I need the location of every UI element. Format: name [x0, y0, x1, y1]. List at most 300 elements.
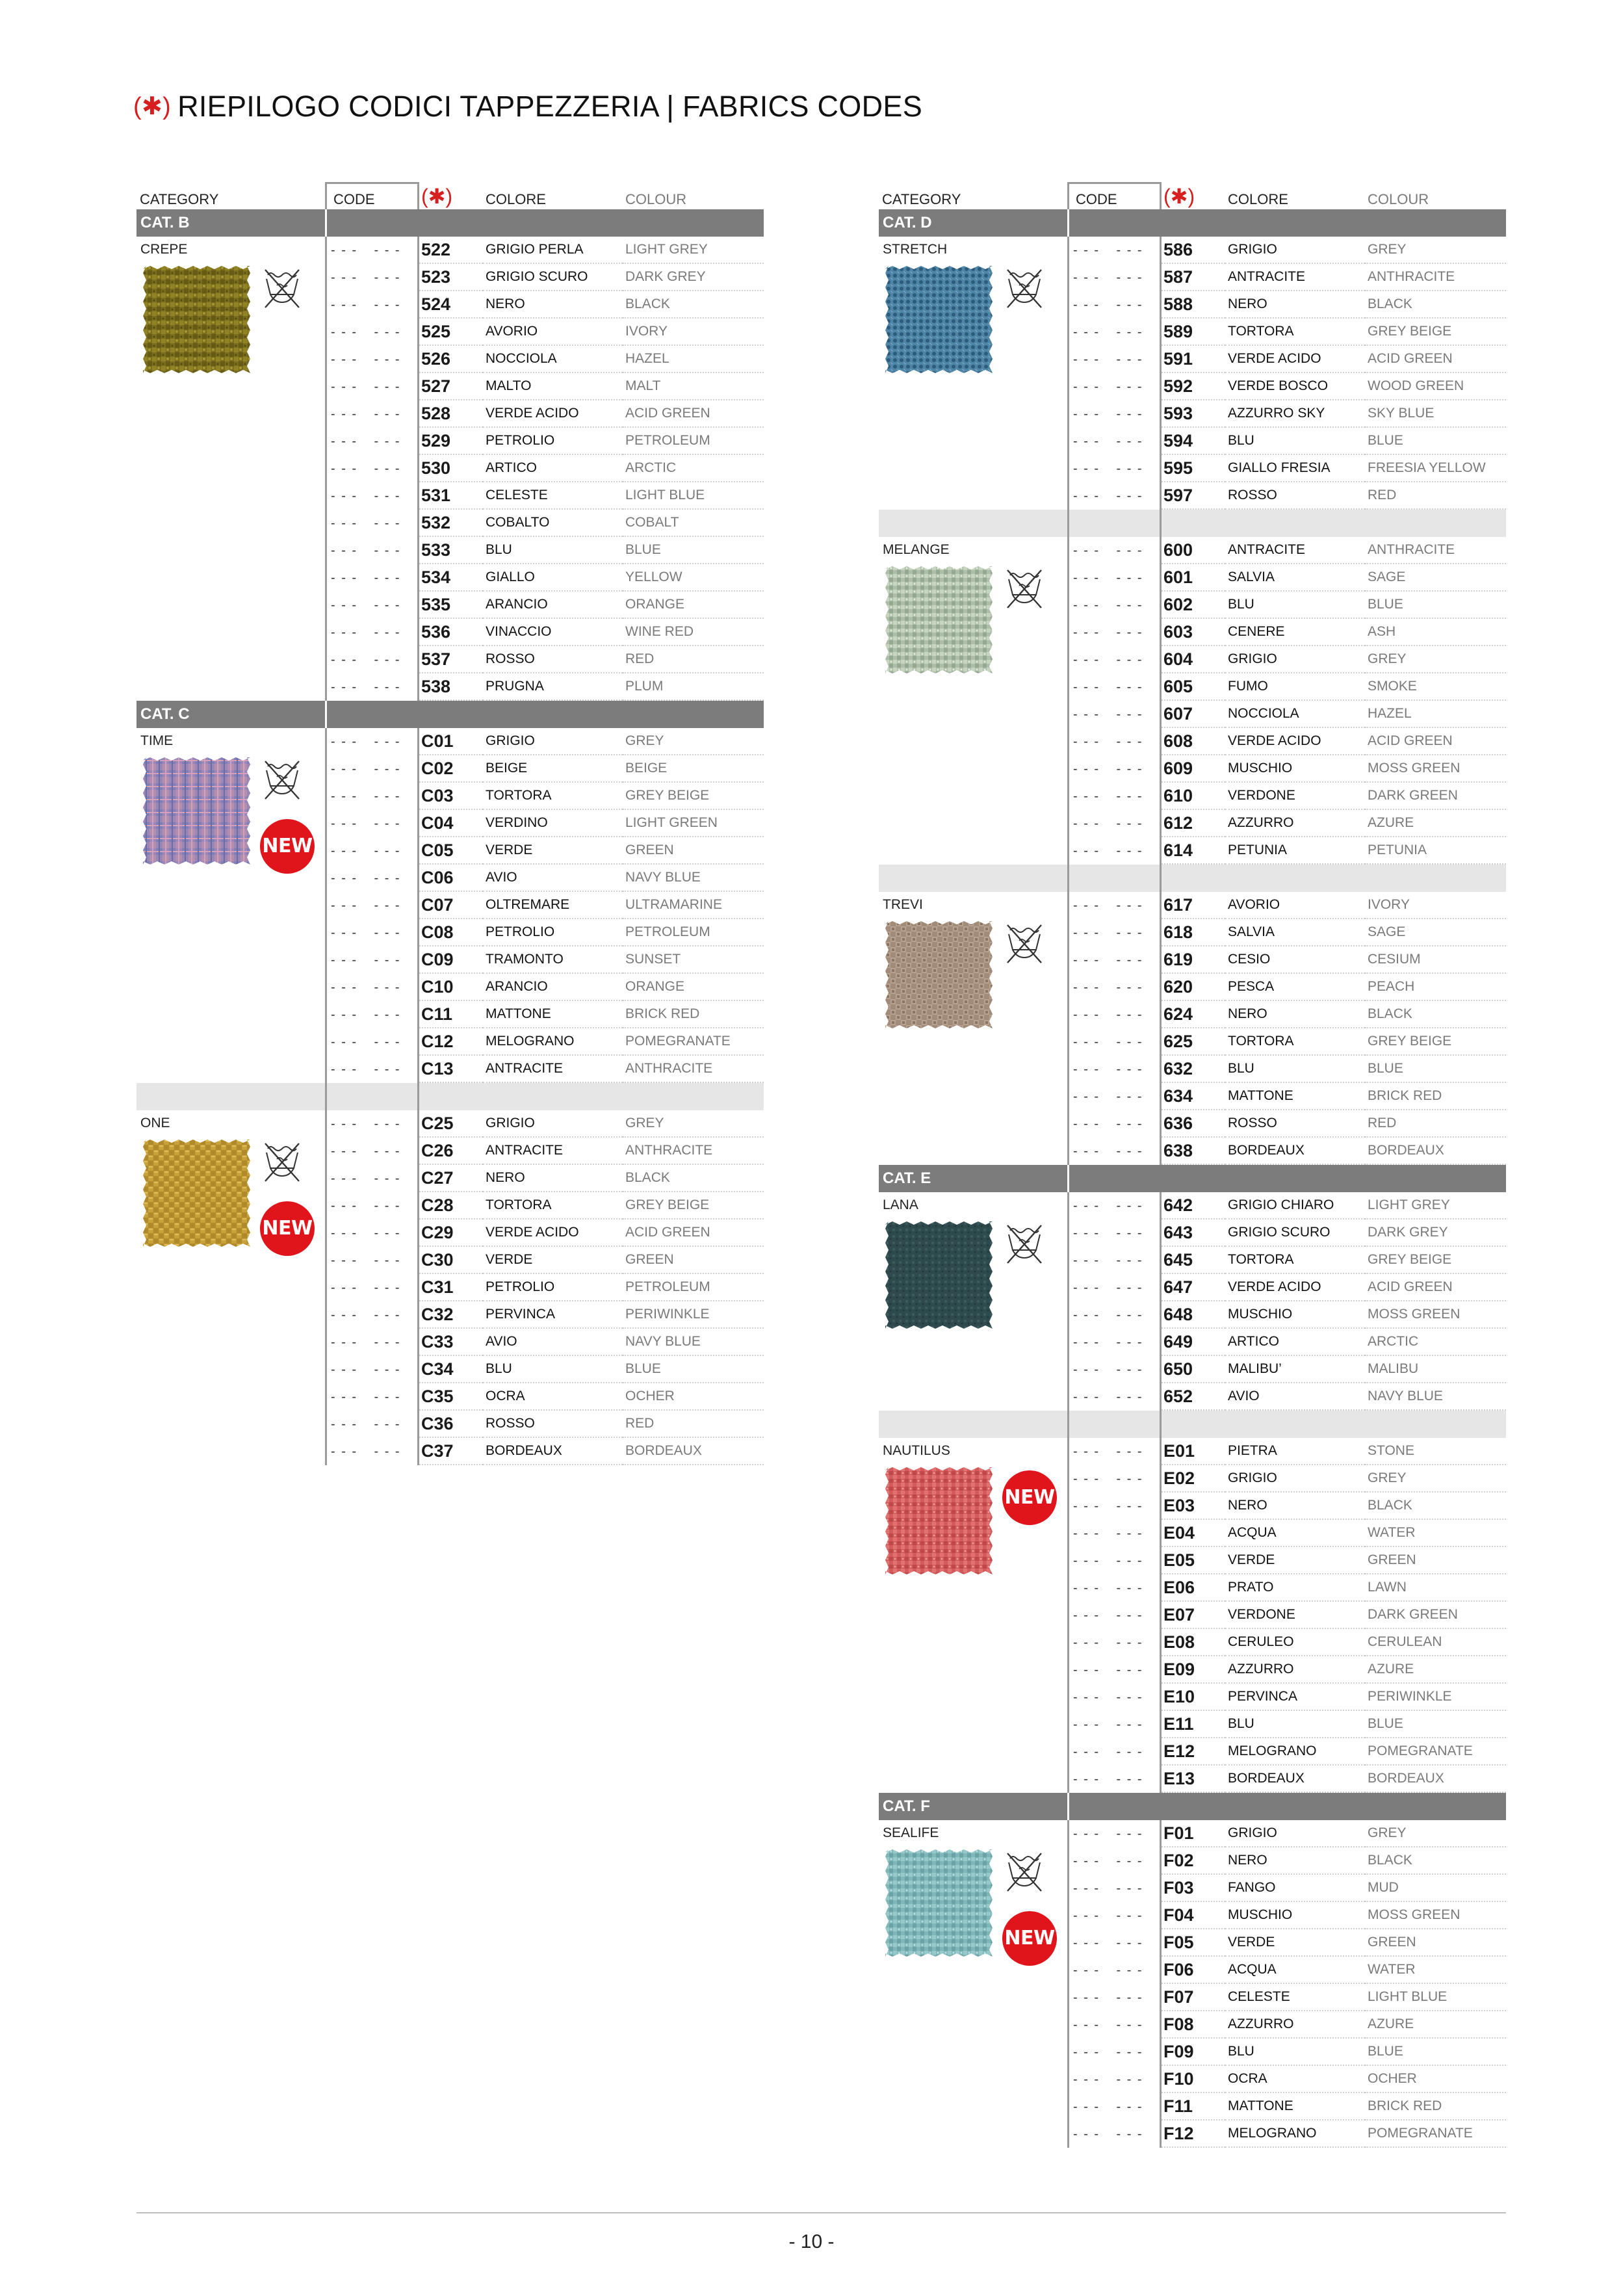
header-colore: COLORE: [486, 191, 546, 207]
fabric-code-row: [136, 400, 764, 428]
dash-field: - - -: [1073, 1307, 1100, 1322]
dash-field: - - -: [374, 1362, 401, 1377]
dash-field: - - -: [1116, 2072, 1143, 2087]
colour-en: WINE RED: [623, 619, 764, 646]
code-dashes: [1067, 1984, 1162, 2011]
dash-field: - - -: [374, 270, 401, 285]
code-dashes: [325, 482, 419, 510]
colour-en: LIGHT BLUE: [623, 482, 764, 510]
colore-it: PETROLIO: [483, 919, 623, 946]
fabric-code: E07: [1162, 1602, 1225, 1629]
dash-field: - - -: [1116, 1526, 1143, 1541]
fabric-code-row: [879, 2093, 1506, 2120]
fabric-name: TREVI: [883, 897, 923, 912]
code-dashes: [1067, 1738, 1162, 1766]
fabric-code-row: [879, 1138, 1506, 1165]
colour-en: LIGHT GREY: [623, 237, 764, 264]
code-dashes: [1067, 701, 1162, 728]
dash-field: - - -: [1116, 461, 1143, 476]
fabric-code: 604: [1162, 646, 1225, 673]
colore-it: VERDONE: [1225, 783, 1365, 810]
new-badge: NEW: [1002, 1470, 1057, 1525]
dash-field: - - -: [1116, 406, 1143, 421]
fabric-swatch-lana: [885, 1221, 993, 1329]
colore-it: NOCCIOLA: [1225, 701, 1365, 728]
fabric-code: 617: [1162, 892, 1225, 919]
dash-field: - - -: [1073, 761, 1100, 776]
dash-field: - - -: [1073, 1744, 1100, 1759]
colore-it: VERDONE: [1225, 1602, 1365, 1629]
dash-field: - - -: [374, 761, 401, 776]
colour-en: ARCTIC: [1365, 1329, 1506, 1356]
fabric-name: NAUTILUS: [883, 1443, 950, 1458]
dash-field: - - -: [1116, 1062, 1143, 1076]
dash-field: - - -: [1073, 1853, 1100, 1868]
colore-it: MUSCHIO: [1225, 755, 1365, 783]
fabric-code-row: [136, 1247, 764, 1274]
fabric-code-row: [879, 373, 1506, 400]
dash-field: - - -: [374, 870, 401, 885]
colore-it: ROSSO: [483, 646, 623, 673]
fabric-group-trevi: [879, 892, 1506, 1165]
dash-field: - - -: [1073, 1826, 1100, 1841]
fabric-swatch-melange: [885, 566, 993, 673]
colour-en: GREY: [1365, 237, 1506, 264]
fabric-code: 650: [1162, 1356, 1225, 1383]
code-dashes: [325, 428, 419, 455]
fabric-code-row: [879, 1028, 1506, 1056]
dash-field: - - -: [1073, 1689, 1100, 1704]
dash-field: - - -: [1116, 1963, 1143, 1977]
asterisk-icon: (✱): [133, 93, 172, 120]
colour-en: DARK GREY: [623, 264, 764, 291]
code-dashes: [1067, 1684, 1162, 1711]
code-dashes: [1067, 1301, 1162, 1329]
code-dashes: [1067, 482, 1162, 510]
dash-field: - - -: [1116, 570, 1143, 585]
colore-it: BLU: [483, 537, 623, 564]
left-column: [136, 182, 764, 1465]
code-dashes: [1067, 2093, 1162, 2120]
new-badge: NEW: [260, 1201, 315, 1256]
colour-en: WOOD GREEN: [1365, 373, 1506, 400]
dash-field: - - -: [1073, 1935, 1100, 1950]
colore-it: VINACCIO: [483, 619, 623, 646]
code-dashes: [325, 1383, 419, 1411]
fabric-code: E01: [1162, 1438, 1225, 1465]
code-dashes: [1067, 1383, 1162, 1411]
fabric-code: 602: [1162, 592, 1225, 619]
colore-it: MATTONE: [1225, 2093, 1365, 2120]
fabric-code-row: [136, 1056, 764, 1083]
fabric-code-row: [879, 1656, 1506, 1684]
fabric-code: C09: [419, 946, 483, 974]
colour-en: DARK GREY: [1365, 1220, 1506, 1247]
dash-field: - - -: [1116, 816, 1143, 831]
fabric-code-row: [879, 1629, 1506, 1656]
colore-it: TORTORA: [1225, 319, 1365, 346]
code-dashes: [1067, 564, 1162, 592]
dash-field: - - -: [1073, 1143, 1100, 1158]
fabric-code-row: [136, 646, 764, 673]
fabric-code: 605: [1162, 673, 1225, 701]
code-dashes: [325, 455, 419, 482]
fabric-code: 538: [419, 673, 483, 701]
fabric-code: F07: [1162, 1984, 1225, 2011]
dash-field: - - -: [331, 1198, 358, 1213]
colour-en: GREY BEIGE: [1365, 1028, 1506, 1056]
fabric-code: 536: [419, 619, 483, 646]
colore-it: OLTREMARE: [483, 892, 623, 919]
code-dashes: [325, 1165, 419, 1192]
dash-field: - - -: [331, 270, 358, 285]
dash-field: - - -: [1116, 242, 1143, 257]
code-dashes: [1067, 946, 1162, 974]
dash-field: - - -: [374, 652, 401, 667]
code-dashes: [1067, 1493, 1162, 1520]
fabric-code: 652: [1162, 1383, 1225, 1411]
fabric-code: 593: [1162, 400, 1225, 428]
dash-field: - - -: [1116, 1307, 1143, 1322]
colour-en: GREY: [1365, 646, 1506, 673]
colour-en: GREY BEIGE: [623, 1192, 764, 1220]
colore-it: PETROLIO: [483, 428, 623, 455]
fabric-code: C37: [419, 1438, 483, 1465]
fabric-code: 612: [1162, 810, 1225, 837]
fabric-code-row: [879, 673, 1506, 701]
colore-it: GRIGIO CHIARO: [1225, 1192, 1365, 1220]
fabric-code: 643: [1162, 1220, 1225, 1247]
dash-field: - - -: [1116, 2044, 1143, 2059]
fabric-code: F10: [1162, 2066, 1225, 2093]
colore-it: PERVINCA: [1225, 1684, 1365, 1711]
colore-it: TRAMONTO: [483, 946, 623, 974]
colour-en: MALT: [623, 373, 764, 400]
colore-it: AVORIO: [483, 319, 623, 346]
fabric-code-row: [136, 1329, 764, 1356]
fabric-code: C32: [419, 1301, 483, 1329]
code-dashes: [325, 1247, 419, 1274]
fabric-code: 619: [1162, 946, 1225, 974]
colour-en: BLACK: [623, 1165, 764, 1192]
colour-en: ARCTIC: [623, 455, 764, 482]
dash-field: - - -: [1073, 707, 1100, 722]
dash-field: - - -: [331, 488, 358, 503]
fabric-code: 525: [419, 319, 483, 346]
dash-field: - - -: [331, 1307, 358, 1322]
colour-en: BRICK RED: [1365, 2093, 1506, 2120]
code-dashes: [1067, 1329, 1162, 1356]
fabric-code: C03: [419, 783, 483, 810]
code-dashes: [1067, 646, 1162, 673]
colore-it: TORTORA: [1225, 1028, 1365, 1056]
dash-field: - - -: [1073, 679, 1100, 694]
colore-it: ANTRACITE: [1225, 264, 1365, 291]
colore-it: ANTRACITE: [483, 1056, 623, 1083]
colour-en: COBALT: [623, 510, 764, 537]
dash-field: - - -: [1116, 1608, 1143, 1623]
dash-field: - - -: [1073, 461, 1100, 476]
code-dashes: [1067, 373, 1162, 400]
dash-field: - - -: [1116, 1580, 1143, 1595]
fabric-group-time: [136, 728, 764, 1083]
fabric-code-row: [136, 974, 764, 1001]
colore-it: GRIGIO SCURO: [1225, 1220, 1365, 1247]
fabric-code-row: [136, 1356, 764, 1383]
fabric-code-row: [136, 1438, 764, 1465]
dash-field: - - -: [374, 625, 401, 640]
code-dashes: [1067, 673, 1162, 701]
colour-en: NAVY BLUE: [623, 865, 764, 892]
colour-en: OCHER: [1365, 2066, 1506, 2093]
dash-field: - - -: [374, 1007, 401, 1022]
right-column: [879, 182, 1506, 2148]
dash-field: - - -: [1073, 1389, 1100, 1404]
colore-it: CESIO: [1225, 946, 1365, 974]
code-dashes: [325, 1301, 419, 1329]
dash-field: - - -: [374, 734, 401, 749]
fabric-code-row: [879, 1738, 1506, 1766]
colore-it: BLU: [1225, 2039, 1365, 2066]
code-dashes: [325, 1274, 419, 1301]
colore-it: FUMO: [1225, 673, 1365, 701]
colour-en: ACID GREEN: [623, 1220, 764, 1247]
dash-field: - - -: [1116, 1444, 1143, 1459]
colore-it: AZZURRO: [1225, 1656, 1365, 1684]
fabric-code-row: [879, 455, 1506, 482]
colour-en: PETROLEUM: [623, 1274, 764, 1301]
dash-field: - - -: [374, 1307, 401, 1322]
fabric-code-row: [879, 783, 1506, 810]
colour-en: MALIBU: [1365, 1356, 1506, 1383]
code-dashes: [325, 1220, 419, 1247]
dash-field: - - -: [1116, 2017, 1143, 2032]
dash-field: - - -: [374, 952, 401, 967]
no-wash-icon: [261, 1140, 303, 1185]
fabric-name: LANA: [883, 1197, 918, 1212]
code-dashes: [325, 619, 419, 646]
colour-en: BRICK RED: [1365, 1083, 1506, 1110]
dash-field: - - -: [331, 434, 358, 449]
fabric-code: C26: [419, 1138, 483, 1165]
code-dashes: [1067, 1138, 1162, 1165]
fabric-code: E13: [1162, 1766, 1225, 1793]
dash-field: - - -: [374, 843, 401, 858]
dash-field: - - -: [1073, 625, 1100, 640]
code-dashes: [1067, 1766, 1162, 1793]
dash-field: - - -: [331, 461, 358, 476]
dash-field: - - -: [374, 324, 401, 339]
code-dashes: [1067, 1875, 1162, 1902]
dash-field: - - -: [374, 406, 401, 421]
code-dashes: [1067, 1902, 1162, 1929]
dash-field: - - -: [374, 898, 401, 913]
colore-it: ANTRACITE: [1225, 537, 1365, 564]
colour-en: IVORY: [623, 319, 764, 346]
dash-field: - - -: [331, 1062, 358, 1076]
dash-field: - - -: [374, 1225, 401, 1240]
code-dashes: [1067, 1356, 1162, 1383]
fabric-code-row: [136, 946, 764, 974]
colour-en: GREEN: [623, 837, 764, 865]
fabric-code: 535: [419, 592, 483, 619]
fabric-code: F11: [1162, 2093, 1225, 2120]
code-dashes: [325, 537, 419, 564]
dash-field: - - -: [374, 1116, 401, 1131]
fabric-code: 524: [419, 291, 483, 319]
colour-en: BLUE: [623, 537, 764, 564]
fabric-code: 537: [419, 646, 483, 673]
fabric-code: C07: [419, 892, 483, 919]
header-asterisk: (✱): [421, 185, 453, 208]
dash-field: - - -: [1116, 652, 1143, 667]
fabric-code-row: [136, 482, 764, 510]
fabric-code: F06: [1162, 1957, 1225, 1984]
code-dashes: [1067, 783, 1162, 810]
dash-field: - - -: [1116, 925, 1143, 940]
fabric-code-row: [136, 1383, 764, 1411]
code-dashes: [1067, 2066, 1162, 2093]
colore-it: VERDE ACIDO: [1225, 728, 1365, 755]
dash-field: - - -: [331, 1280, 358, 1295]
fabric-code: E08: [1162, 1629, 1225, 1656]
fabric-code: C27: [419, 1165, 483, 1192]
colore-it: AVIO: [483, 865, 623, 892]
dash-field: - - -: [374, 352, 401, 367]
fabric-code-row: [879, 810, 1506, 837]
fabric-code-row: [879, 1711, 1506, 1738]
dash-field: - - -: [331, 761, 358, 776]
colore-it: ARTICO: [483, 455, 623, 482]
dash-field: - - -: [331, 1143, 358, 1158]
fabric-code: 527: [419, 373, 483, 400]
colour-en: SKY BLUE: [1365, 400, 1506, 428]
code-dashes: [1067, 1001, 1162, 1028]
dash-field: - - -: [1116, 1826, 1143, 1841]
fabric-code: 594: [1162, 428, 1225, 455]
colore-it: ROSSO: [483, 1411, 623, 1438]
fabric-code: E09: [1162, 1656, 1225, 1684]
dash-field: - - -: [1073, 843, 1100, 858]
category-label: CAT. F: [879, 1793, 1067, 1820]
dash-field: - - -: [331, 1416, 358, 1431]
colour-en: BLUE: [623, 1356, 764, 1383]
new-badge: NEW: [260, 819, 315, 874]
dash-field: - - -: [1073, 925, 1100, 940]
dash-field: - - -: [1073, 1580, 1100, 1595]
dash-field: - - -: [1116, 1034, 1143, 1049]
colour-en: PETROLEUM: [623, 919, 764, 946]
fabric-code: C29: [419, 1220, 483, 1247]
code-dashes: [1067, 1028, 1162, 1056]
fabric-swatch-trevi: [885, 921, 993, 1028]
dash-field: - - -: [374, 488, 401, 503]
fabric-code-row: [136, 1110, 764, 1138]
colore-it: BLU: [1225, 592, 1365, 619]
fabric-code: 632: [1162, 1056, 1225, 1083]
colore-it: MELOGRANO: [1225, 2120, 1365, 2148]
colore-it: ROSSO: [1225, 1110, 1365, 1138]
colour-en: SAGE: [1365, 919, 1506, 946]
colour-en: CESIUM: [1365, 946, 1506, 974]
code-dashes: [325, 1356, 419, 1383]
dash-field: - - -: [1073, 898, 1100, 913]
dash-field: - - -: [1116, 1089, 1143, 1104]
dash-field: - - -: [1073, 980, 1100, 995]
colore-it: ACQUA: [1225, 1520, 1365, 1547]
colour-en: MOSS GREEN: [1365, 1301, 1506, 1329]
page-number: - 10 -: [788, 2231, 835, 2252]
colore-it: CELESTE: [483, 482, 623, 510]
section-spacer: [879, 865, 1506, 892]
colour-en: BLACK: [1365, 1847, 1506, 1875]
colore-it: TORTORA: [1225, 1247, 1365, 1274]
header-code: CODE: [1067, 182, 1162, 209]
code-dashes: [325, 892, 419, 919]
fabric-code: 620: [1162, 974, 1225, 1001]
no-wash-icon: [261, 266, 303, 311]
category-label: CAT. C: [136, 701, 325, 728]
fabric-code-row: [879, 837, 1506, 865]
code-dashes: [1067, 1929, 1162, 1957]
colore-it: BORDEAUX: [483, 1438, 623, 1465]
colore-it: BLU: [1225, 1056, 1365, 1083]
dash-field: - - -: [374, 1198, 401, 1213]
colore-it: OCRA: [483, 1383, 623, 1411]
colour-en: SUNSET: [623, 946, 764, 974]
code-dashes: [1067, 974, 1162, 1001]
dash-field: - - -: [1116, 1662, 1143, 1677]
code-dashes: [325, 1056, 419, 1083]
colour-en: GREEN: [1365, 1547, 1506, 1574]
fabric-code: E12: [1162, 1738, 1225, 1766]
dash-field: - - -: [1073, 1062, 1100, 1076]
dash-field: - - -: [1116, 898, 1143, 913]
code-dashes: [325, 646, 419, 673]
colour-en: BLACK: [1365, 1001, 1506, 1028]
dash-field: - - -: [1116, 1225, 1143, 1240]
fabric-code: 587: [1162, 264, 1225, 291]
code-dashes: [1067, 1520, 1162, 1547]
fabric-code: F05: [1162, 1929, 1225, 1957]
dash-field: - - -: [374, 789, 401, 803]
fabric-code-row: [879, 2120, 1506, 2148]
colour-en: ULTRAMARINE: [623, 892, 764, 919]
colore-it: COBALTO: [483, 510, 623, 537]
colore-it: AZZURRO: [1225, 810, 1365, 837]
fabric-code-row: [879, 428, 1506, 455]
dash-field: - - -: [1073, 1253, 1100, 1268]
fabric-code-row: [879, 2066, 1506, 2093]
dash-field: - - -: [331, 652, 358, 667]
fabric-code: 624: [1162, 1001, 1225, 1028]
colour-en: ACID GREEN: [1365, 346, 1506, 373]
fabric-code-row: [136, 455, 764, 482]
dash-field: - - -: [1073, 597, 1100, 612]
category-bar: [136, 701, 764, 728]
colour-en: SAGE: [1365, 564, 1506, 592]
dash-field: - - -: [1116, 597, 1143, 612]
fabric-code: 591: [1162, 346, 1225, 373]
dash-field: - - -: [1073, 1553, 1100, 1568]
dash-field: - - -: [331, 1116, 358, 1131]
colore-it: MUSCHIO: [1225, 1301, 1365, 1329]
fabric-code-row: [136, 1274, 764, 1301]
colore-it: NERO: [1225, 1001, 1365, 1028]
colour-en: MUD: [1365, 1875, 1506, 1902]
dash-field: - - -: [1073, 1990, 1100, 2005]
category-bar: [136, 209, 764, 237]
